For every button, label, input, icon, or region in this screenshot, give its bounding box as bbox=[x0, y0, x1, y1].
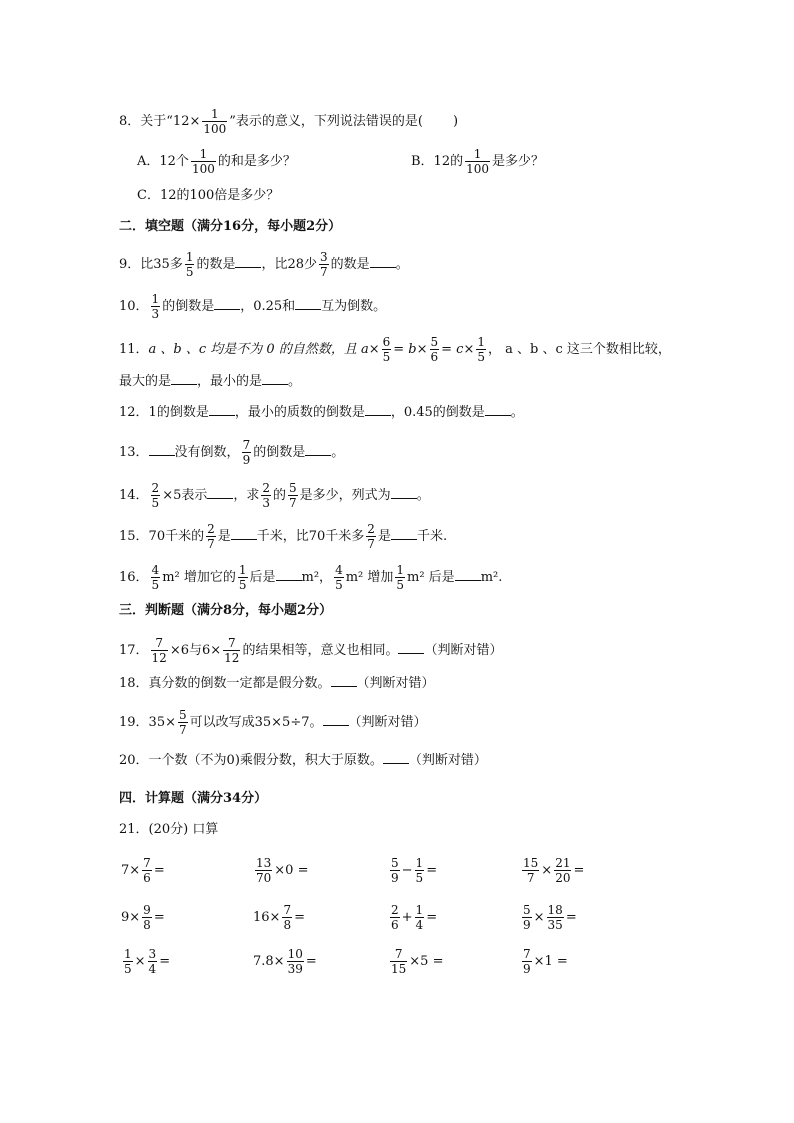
question-9: 9．比35多 $\frac{1}{5}$ 的数是 ，比28少 $\frac{3}{7}$ 的数是 。 bbox=[119, 250, 409, 279]
question-10: 10． $\frac{1}{3}$ 的倒数是 ，0.25和 互为倒数。 bbox=[119, 292, 387, 321]
question-13: 13． 没有倒数， $\frac{7}{9}$ 的倒数是 。 bbox=[119, 438, 345, 467]
fraction: $\frac{1}{4}$ bbox=[415, 903, 424, 932]
answer-blank bbox=[214, 297, 240, 310]
answer-blank bbox=[391, 486, 417, 499]
fraction: $\frac{1}{5}$ bbox=[124, 947, 132, 976]
fraction: $\frac{10}{39}$ bbox=[287, 947, 303, 976]
calc-item: $\frac{15}{7}$ × $\frac{21}{20}$ = bbox=[523, 856, 585, 885]
fraction: $\frac{1}{100}$ bbox=[203, 107, 227, 136]
fraction: $\frac{1}{5}$ bbox=[396, 563, 405, 592]
question-8: 8．关于“12× $\frac{1}{100}$ ”表示的意义，下列说法错误的是( ) bbox=[119, 107, 459, 136]
answer-blank bbox=[149, 443, 175, 456]
question-19: 19．35× $\frac{5}{7}$ 可以改写成35×5÷7。 （判断对错） bbox=[119, 708, 427, 737]
answer-blank bbox=[209, 403, 235, 416]
answer-blank bbox=[207, 486, 233, 499]
fraction: $\frac{5}{9}$ bbox=[523, 903, 531, 932]
fraction: $\frac{5}{7}$ bbox=[178, 708, 187, 737]
answer-blank bbox=[455, 568, 481, 581]
fraction: $\frac{7}{9}$ bbox=[242, 438, 251, 467]
question-16: 16． $\frac{4}{5}$ m² 增加它的 $\frac{1}{5}$ 后是 m²， $\frac{4}{5}$ m² 增加 $\frac{1}{5}$ m² 后是 m². bbox=[119, 563, 503, 592]
fraction: $\frac{1}{100}$ bbox=[466, 147, 490, 176]
calc-item: $\frac{7}{15}$ ×5 = bbox=[391, 947, 444, 976]
fraction: $\frac{15}{7}$ bbox=[523, 856, 539, 885]
calc-item: $\frac{13}{70}$ ×0 = bbox=[256, 856, 309, 885]
question-17: 17． $\frac{7}{12}$ ×6与6× $\frac{7}{12}$ 的结果相等，意义也相同。 （判断对错） bbox=[119, 636, 503, 665]
fraction: $\frac{1}{3}$ bbox=[151, 292, 160, 321]
fraction: $\frac{1}{5}$ bbox=[185, 250, 194, 279]
answer-blank bbox=[235, 255, 261, 268]
answer-blank bbox=[295, 297, 321, 310]
q8-option-a: A．12个 $\frac{1}{100}$ 的和是多少？ bbox=[137, 147, 296, 176]
answer-blank bbox=[276, 568, 302, 581]
question-11: 11．a 、b 、c 均是不为 0 的自然数，且 a× $\frac{6}{5}$ = b× $\frac{5}{6}$ = c× $\frac{1}{5}$ ， a 、b 、c 这三个数相比较， bbox=[119, 335, 671, 364]
fraction: $\frac{6}{5}$ bbox=[382, 335, 391, 364]
q8-option-c: C．12的100倍是多少？ bbox=[137, 188, 280, 203]
fraction: $\frac{5}{6}$ bbox=[430, 335, 439, 364]
answer-blank bbox=[323, 713, 349, 726]
answer-blank bbox=[231, 527, 257, 540]
fraction: $\frac{18}{35}$ bbox=[547, 903, 563, 932]
fraction: $\frac{2}{7}$ bbox=[367, 522, 375, 551]
question-14: 14． $\frac{2}{5}$ ×5表示 ，求 $\frac{2}{3}$ 的 $\frac{5}{7}$ 是多少，列式为 。 bbox=[119, 481, 430, 510]
answer-blank bbox=[391, 527, 417, 540]
question-11-line2: 最大的是 ，最小的是 。 bbox=[119, 374, 302, 389]
fraction: $\frac{7}{15}$ bbox=[391, 947, 407, 976]
fraction: $\frac{1}{5}$ bbox=[477, 335, 485, 364]
calc-item: $\frac{5}{9}$ × $\frac{18}{35}$ = bbox=[523, 903, 577, 932]
fraction: $\frac{5}{7}$ bbox=[289, 481, 297, 510]
fraction: $\frac{1}{100}$ bbox=[191, 147, 215, 176]
fraction: $\frac{7}{12}$ bbox=[151, 636, 167, 665]
calc-item: 7× $\frac{7}{6}$ = bbox=[121, 856, 165, 885]
fraction: $\frac{7}{6}$ bbox=[143, 856, 151, 885]
answer-blank bbox=[398, 641, 424, 654]
fraction: $\frac{9}{8}$ bbox=[143, 903, 151, 932]
section-4-heading: 四．计算题（满分34分） bbox=[119, 791, 268, 806]
fraction: $\frac{7}{9}$ bbox=[523, 947, 531, 976]
fraction: $\frac{7}{8}$ bbox=[283, 903, 292, 932]
question-12: 12．1的倒数是 ，最小的质数的倒数是 ，0.45的倒数是 。 bbox=[119, 405, 524, 420]
answer-blank bbox=[331, 674, 357, 687]
answer-blank bbox=[383, 751, 409, 764]
answer-blank bbox=[485, 403, 511, 416]
fraction: $\frac{21}{20}$ bbox=[555, 856, 571, 885]
answer-blank bbox=[305, 443, 331, 456]
section-2-heading: 二．填空题（满分16分，每小题2分） bbox=[119, 219, 342, 234]
fraction: $\frac{13}{70}$ bbox=[256, 856, 272, 885]
fraction: $\frac{2}{7}$ bbox=[207, 522, 215, 551]
calc-item: 9× $\frac{9}{8}$ = bbox=[121, 903, 165, 932]
calc-item: 7.8× $\frac{10}{39}$ = bbox=[253, 947, 317, 976]
fraction: $\frac{4}{5}$ bbox=[335, 563, 343, 592]
calc-item: 16× $\frac{7}{8}$ = bbox=[253, 903, 305, 932]
fraction: $\frac{2}{3}$ bbox=[262, 481, 271, 510]
fraction: $\frac{5}{9}$ bbox=[391, 856, 399, 885]
q8-option-b: B．12的 $\frac{1}{100}$ 是多少？ bbox=[411, 147, 545, 176]
answer-blank bbox=[171, 372, 197, 385]
fraction: $\frac{3}{4}$ bbox=[148, 947, 157, 976]
fraction: $\frac{7}{12}$ bbox=[224, 636, 240, 665]
question-18: 18．真分数的倒数一定都是假分数。 （判断对错） bbox=[119, 676, 435, 691]
q8-number: 8． bbox=[119, 114, 141, 129]
fraction: $\frac{2}{5}$ bbox=[151, 481, 160, 510]
question-21: 21．(20分) 口算 bbox=[119, 822, 219, 837]
calc-item: $\frac{1}{5}$ × $\frac{3}{4}$ = bbox=[124, 947, 171, 976]
answer-blank bbox=[365, 403, 391, 416]
fraction: $\frac{3}{7}$ bbox=[320, 250, 328, 279]
fraction: $\frac{2}{6}$ bbox=[391, 903, 399, 932]
answer-blank bbox=[262, 372, 288, 385]
section-3-heading: 三．判断题（满分8分，每小题2分） bbox=[119, 603, 333, 618]
fraction: $\frac{4}{5}$ bbox=[151, 563, 160, 592]
answer-blank bbox=[370, 255, 396, 268]
calc-item: $\frac{2}{6}$ + $\frac{1}{4}$ = bbox=[391, 903, 438, 932]
question-20: 20．一个数（不为0)乘假分数，积大于原数。 （判断对错） bbox=[119, 753, 487, 768]
question-15: 15．70千米的 $\frac{2}{7}$ 是 千米，比70千米多 $\frac{2}{7}$ 是 千米. bbox=[119, 522, 448, 551]
fraction: $\frac{1}{5}$ bbox=[415, 856, 424, 885]
calc-item: $\frac{7}{9}$ ×1 = bbox=[523, 947, 568, 976]
fraction: $\frac{1}{5}$ bbox=[238, 563, 247, 592]
calc-item: $\frac{5}{9}$ − $\frac{1}{5}$ = bbox=[391, 856, 438, 885]
